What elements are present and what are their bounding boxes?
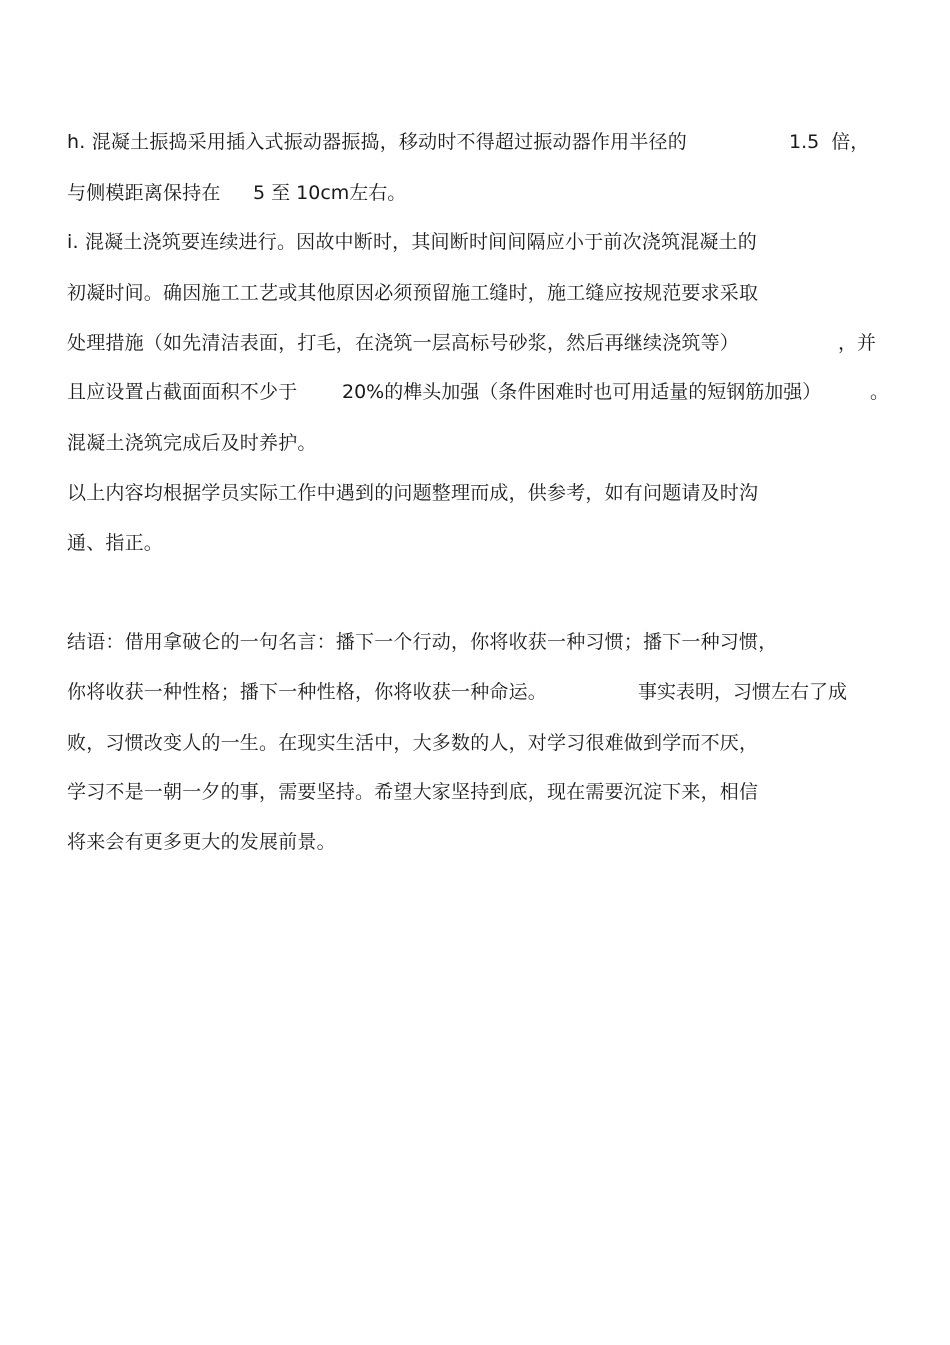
conclusion-line-2-tail: 事实表明，习惯左右了成 bbox=[638, 681, 848, 703]
conclusion-line-2: 你将收获一种性格；播下一种性格，你将收获一种命运。 bbox=[67, 681, 548, 703]
paragraph-h-line-2: 与侧模距离保持在 bbox=[67, 182, 221, 204]
paragraph-h-line-1: h. 混凝土振捣采用插入式振动器振捣，移动时不得超过振动器作用半径的 bbox=[67, 131, 687, 153]
paragraph-i-line-4: 且应设置占截面面积不少于 bbox=[67, 381, 298, 403]
conclusion-line-1: 结语：借用拿破仑的一句名言：播下一个行动，你将收获一种习惯；播下一种习惯， bbox=[67, 631, 778, 653]
conclusion-line-4: 学习不是一朝一夕的事，需要坚持。希望大家坚持到底，现在需要沉淀下来，相信 bbox=[67, 781, 759, 803]
note-line-1: 以上内容均根据学员实际工作中遇到的问题整理而成，供参考，如有问题请及时沟 bbox=[67, 482, 759, 504]
paragraph-i-line-3-tail: ，并 bbox=[838, 332, 877, 354]
conclusion-line-3: 败，习惯改变人的一生。在现实生活中，大多数的人，对学习很难做到学而不厌， bbox=[67, 732, 759, 754]
conclusion-line-5: 将来会有更多更大的发展前景。 bbox=[67, 831, 336, 853]
paragraph-i-ratio: 20%的榫头加强（条件困难时也可用适量的短钢筋加强） bbox=[342, 381, 822, 403]
paragraph-h-distance: 5 至 10cm左右。 bbox=[253, 182, 407, 204]
note-line-2: 通、指正。 bbox=[67, 532, 164, 554]
paragraph-i-line-1: i. 混凝土浇筑要连续进行。因故中断时，其间断时间间隔应小于前次浇筑混凝土的 bbox=[67, 231, 757, 253]
paragraph-i-line-2: 初凝时间。确因施工工艺或其他原因必须预留施工缝时，施工缝应按规范要求采取 bbox=[67, 282, 759, 304]
paragraph-i-line-3: 处理措施（如先清洁表面，打毛，在浇筑一层高标号砂浆，然后再继续浇筑等） bbox=[67, 332, 740, 354]
paragraph-i-line-4-end: 。 bbox=[870, 381, 890, 403]
paragraph-i-line-5: 混凝土浇筑完成后及时养护。 bbox=[67, 432, 317, 454]
paragraph-h-value: 1.5 倍， bbox=[789, 131, 870, 153]
